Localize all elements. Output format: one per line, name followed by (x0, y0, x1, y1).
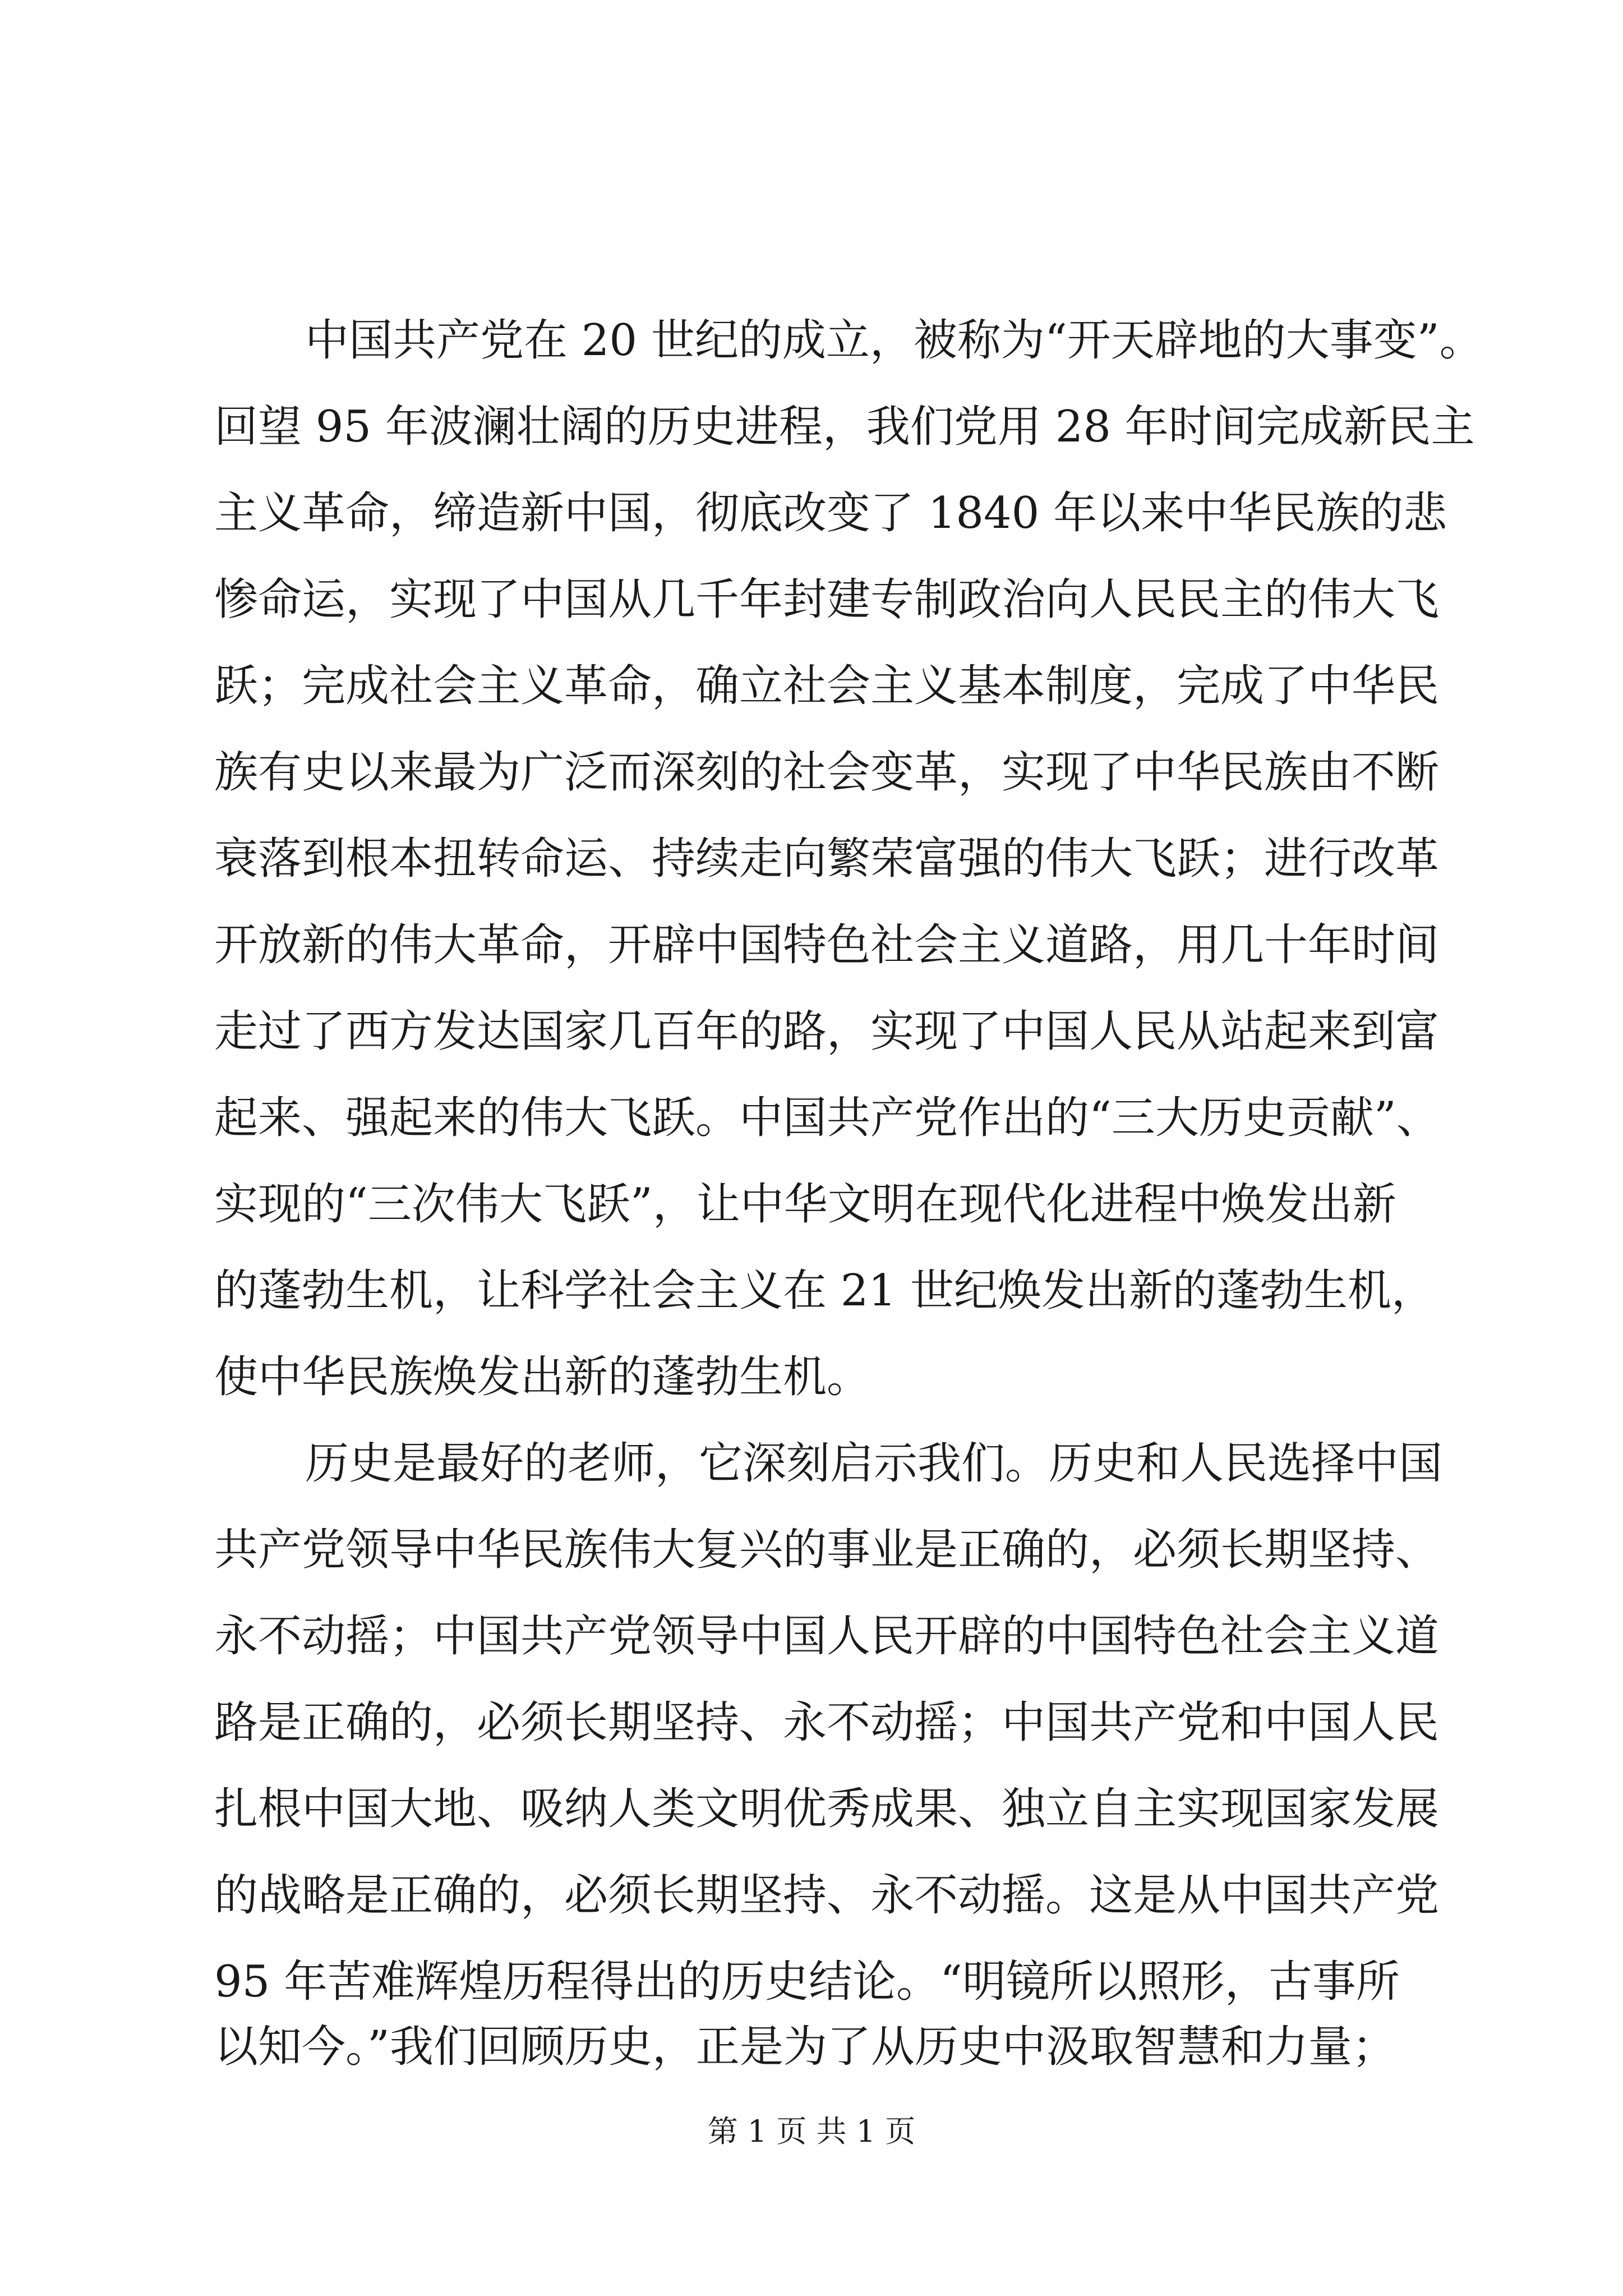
paragraph-2-line-2: 共产党领导中华民族伟大复兴的事业是正确的，必须长期坚持、 (214, 1525, 1440, 1575)
paragraph-1-line-2: 回望 95 年波澜壮阔的历史进程，我们党用 28 年时间完成新民主 (214, 402, 1475, 452)
paragraph-2-line-5: 扎根中国大地、吸纳人类文明优秀成果、独立自主实现国家发展 (214, 1784, 1440, 1834)
paragraph-1-line-8: 开放新的伟大革命，开辟中国特色社会主义道路，用几十年时间 (214, 920, 1440, 970)
paragraph-1-line-13: 使中华民族焕发出新的蓬勃生机。 (214, 1352, 871, 1402)
paragraph-2-line-1: 历史是最好的老师，它深刻启示我们。历史和人民选择中国 (305, 1438, 1443, 1489)
paragraph-2-line-6: 的战略是正确的，必须长期坚持、永不动摇。这是从中国共产党 (214, 1870, 1440, 1921)
paragraph-2-line-4: 路是正确的，必须长期坚持、永不动摇；中国共产党和中国人民 (214, 1697, 1440, 1748)
paragraph-1-line-11: 实现的“三次伟大飞跃”，让中华文明在现代化进程中焕发出新 (214, 1179, 1396, 1230)
paragraph-1-line-6: 族有史以来最为广泛而深刻的社会变革，实现了中华民族由不断 (214, 747, 1440, 798)
paragraph-1-line-7: 衰落到根本扭转命运、持续走向繁荣富强的伟大飞跃；进行改革 (214, 834, 1440, 884)
paragraph-1-line-10: 起来、强起来的伟大飞跃。中国共产党作出的“三大历史贡献”、 (214, 1093, 1440, 1143)
paragraph-1-line-4: 惨命运，实现了中国从几千年封建专制政治向人民民主的伟大飞 (214, 574, 1440, 625)
paragraph-2-line-8: 以知今。”我们回顾历史，正是为了从历史中汲取智慧和力量； (214, 2022, 1396, 2072)
paragraph-1-line-5: 跃；完成社会主义革命，确立社会主义基本制度，完成了中华民 (214, 661, 1440, 711)
paragraph-2-line-3: 永不动摇；中国共产党领导中国人民开辟的中国特色社会主义道 (214, 1611, 1440, 1662)
paragraph-1-line-3: 主义革命，缔造新中国，彻底改变了 1840 年以来中华民族的悲 (214, 488, 1447, 539)
paragraph-1-line-1: 中国共产党在 20 世纪的成立，被称为“开天辟地的大事变”。 (305, 315, 1483, 366)
paragraph-1-line-9: 走过了西方发达国家几百年的路，实现了中国人民从站起来到富 (214, 1006, 1440, 1057)
page-footer: 第 1 页 共 1 页 (707, 2114, 916, 2149)
paragraph-1-line-12: 的蓬勃生机，让科学社会主义在 21 世纪焕发出新的蓬勃生机， (214, 1266, 1435, 1316)
paragraph-2-line-7: 95 年苦难辉煌历程得出的历史结论。“明镜所以照形，古事所 (214, 1957, 1400, 2007)
